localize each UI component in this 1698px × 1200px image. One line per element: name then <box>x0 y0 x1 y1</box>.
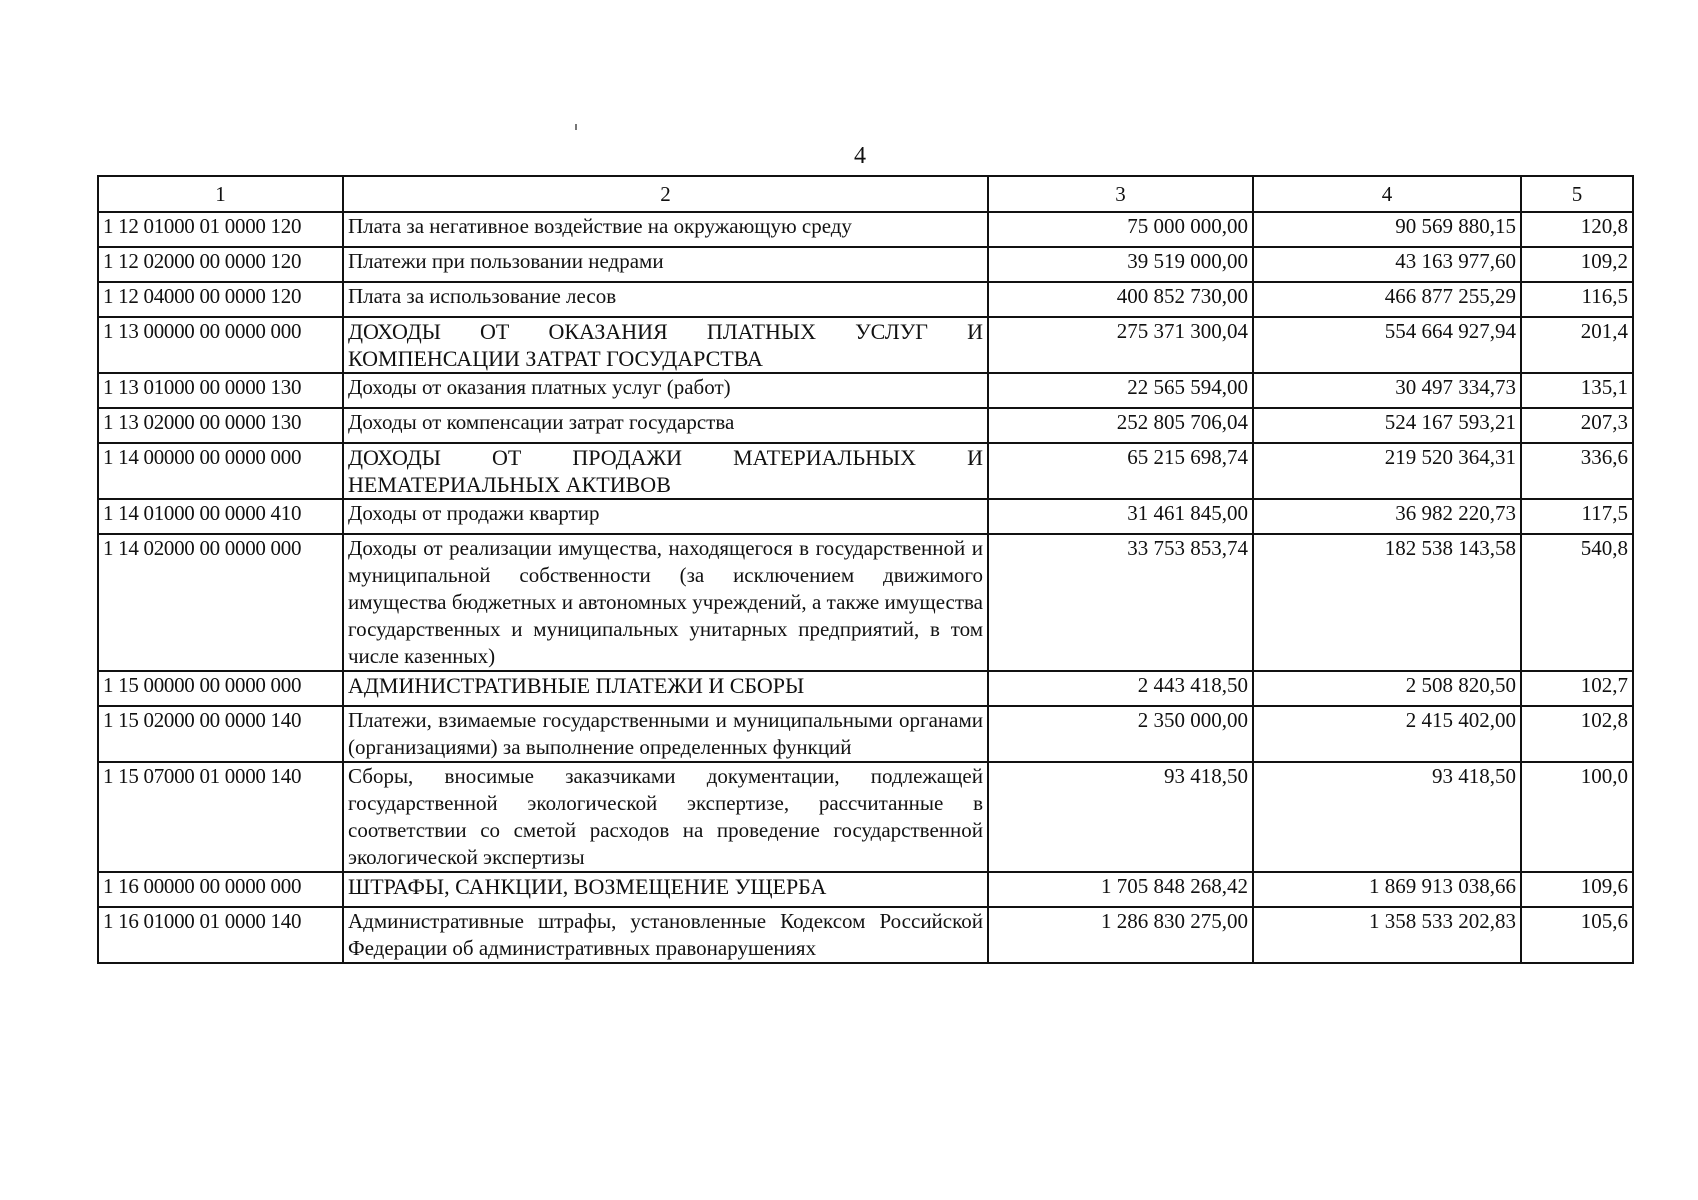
scan-speck <box>575 124 577 130</box>
income-code: 1 14 00000 00 0000 000 <box>98 443 343 499</box>
revenue-table <box>97 175 1634 964</box>
execution-percent: 135,1 <box>1521 373 1633 408</box>
table-row <box>98 534 1633 671</box>
income-name: Доходы от продажи квартир <box>343 499 988 534</box>
plan-amount: 75 000 000,00 <box>988 212 1253 247</box>
fact-amount: 1 358 533 202,83 <box>1253 907 1521 963</box>
plan-amount: 2 350 000,00 <box>988 706 1253 762</box>
income-name: ШТРАФЫ, САНКЦИИ, ВОЗМЕЩЕНИЕ УЩЕРБА <box>343 872 988 907</box>
fact-amount: 2 415 402,00 <box>1253 706 1521 762</box>
plan-amount: 252 805 706,04 <box>988 408 1253 443</box>
income-name: Сборы, вносимые заказчиками документации, подлежащей государственной экологической экспертизе, рассчитанные в соответствии со сметой расходов на проведение государственной экологической экспертизы <box>343 762 988 872</box>
income-code: 1 14 01000 00 0000 410 <box>98 499 343 534</box>
fact-amount: 36 982 220,73 <box>1253 499 1521 534</box>
execution-percent: 336,6 <box>1521 443 1633 499</box>
income-code: 1 14 02000 00 0000 000 <box>98 534 343 671</box>
income-code: 1 15 02000 00 0000 140 <box>98 706 343 762</box>
income-code: 1 13 01000 00 0000 130 <box>98 373 343 408</box>
table-row <box>98 671 1633 706</box>
table-body <box>98 212 1633 963</box>
execution-percent: 207,3 <box>1521 408 1633 443</box>
income-code: 1 12 04000 00 0000 120 <box>98 282 343 317</box>
execution-percent: 100,0 <box>1521 762 1633 872</box>
income-code: 1 15 00000 00 0000 000 <box>98 671 343 706</box>
table-row <box>98 408 1633 443</box>
income-name: ДОХОДЫ ОТ ПРОДАЖИ МАТЕРИАЛЬНЫХ И НЕМАТЕРИАЛЬНЫХ АКТИВОВ <box>343 443 988 499</box>
fact-amount: 2 508 820,50 <box>1253 671 1521 706</box>
plan-amount: 2 443 418,50 <box>988 671 1253 706</box>
income-code: 1 16 00000 00 0000 000 <box>98 872 343 907</box>
table-row <box>98 282 1633 317</box>
plan-amount: 1 705 848 268,42 <box>988 872 1253 907</box>
income-name: Доходы от оказания платных услуг (работ) <box>343 373 988 408</box>
fact-amount: 30 497 334,73 <box>1253 373 1521 408</box>
fact-amount: 466 877 255,29 <box>1253 282 1521 317</box>
execution-percent: 105,6 <box>1521 907 1633 963</box>
header-col-3: 3 <box>988 176 1253 212</box>
table-row <box>98 212 1633 247</box>
plan-amount: 400 852 730,00 <box>988 282 1253 317</box>
income-code: 1 12 01000 01 0000 120 <box>98 212 343 247</box>
fact-amount: 524 167 593,21 <box>1253 408 1521 443</box>
fact-amount: 1 869 913 038,66 <box>1253 872 1521 907</box>
fact-amount: 182 538 143,58 <box>1253 534 1521 671</box>
plan-amount: 93 418,50 <box>988 762 1253 872</box>
execution-percent: 116,5 <box>1521 282 1633 317</box>
table-row <box>98 872 1633 907</box>
fact-amount: 43 163 977,60 <box>1253 247 1521 282</box>
header-col-4: 4 <box>1253 176 1521 212</box>
header-col-2: 2 <box>343 176 988 212</box>
execution-percent: 109,2 <box>1521 247 1633 282</box>
income-name: Доходы от компенсации затрат государства <box>343 408 988 443</box>
plan-amount: 39 519 000,00 <box>988 247 1253 282</box>
fact-amount: 93 418,50 <box>1253 762 1521 872</box>
table-row <box>98 373 1633 408</box>
income-name: Доходы от реализации имущества, находящегося в государственной и муниципальной собственности (за исключением движимого имущества бюджетных и автономных учреждений, а также имущества государственных и муниципальных унитарных предприятий, в том числе казенных) <box>343 534 988 671</box>
table-row <box>98 443 1633 499</box>
plan-amount: 275 371 300,04 <box>988 317 1253 373</box>
header-col-5: 5 <box>1521 176 1633 212</box>
income-name: ДОХОДЫ ОТ ОКАЗАНИЯ ПЛАТНЫХ УСЛУГ И КОМПЕНСАЦИИ ЗАТРАТ ГОСУДАРСТВА <box>343 317 988 373</box>
income-name: Платежи, взимаемые государственными и муниципальными органами (организациями) за выполнение определенных функций <box>343 706 988 762</box>
table-row <box>98 706 1633 762</box>
fact-amount: 219 520 364,31 <box>1253 443 1521 499</box>
income-code: 1 13 00000 00 0000 000 <box>98 317 343 373</box>
plan-amount: 33 753 853,74 <box>988 534 1253 671</box>
execution-percent: 120,8 <box>1521 212 1633 247</box>
execution-percent: 102,7 <box>1521 671 1633 706</box>
table-row <box>98 247 1633 282</box>
fact-amount: 90 569 880,15 <box>1253 212 1521 247</box>
execution-percent: 540,8 <box>1521 534 1633 671</box>
header-row <box>98 176 1633 212</box>
table-header <box>98 176 1633 212</box>
income-name: Плата за негативное воздействие на окружающую среду <box>343 212 988 247</box>
execution-percent: 109,6 <box>1521 872 1633 907</box>
income-name: Платежи при пользовании недрами <box>343 247 988 282</box>
execution-percent: 102,8 <box>1521 706 1633 762</box>
fact-amount: 554 664 927,94 <box>1253 317 1521 373</box>
header-col-1: 1 <box>98 176 343 212</box>
plan-amount: 1 286 830 275,00 <box>988 907 1253 963</box>
execution-percent: 117,5 <box>1521 499 1633 534</box>
income-code: 1 16 01000 01 0000 140 <box>98 907 343 963</box>
execution-percent: 201,4 <box>1521 317 1633 373</box>
income-code: 1 12 02000 00 0000 120 <box>98 247 343 282</box>
income-name: Плата за использование лесов <box>343 282 988 317</box>
table-row <box>98 317 1633 373</box>
table-row <box>98 499 1633 534</box>
table-row <box>98 762 1633 872</box>
page-number: 4 <box>854 143 866 169</box>
income-code: 1 15 07000 01 0000 140 <box>98 762 343 872</box>
income-code: 1 13 02000 00 0000 130 <box>98 408 343 443</box>
income-name: Административные штрафы, установленные Кодексом Российской Федерации об административных правонарушениях <box>343 907 988 963</box>
plan-amount: 31 461 845,00 <box>988 499 1253 534</box>
income-name: АДМИНИСТРАТИВНЫЕ ПЛАТЕЖИ И СБОРЫ <box>343 671 988 706</box>
table-row <box>98 907 1633 963</box>
plan-amount: 65 215 698,74 <box>988 443 1253 499</box>
plan-amount: 22 565 594,00 <box>988 373 1253 408</box>
